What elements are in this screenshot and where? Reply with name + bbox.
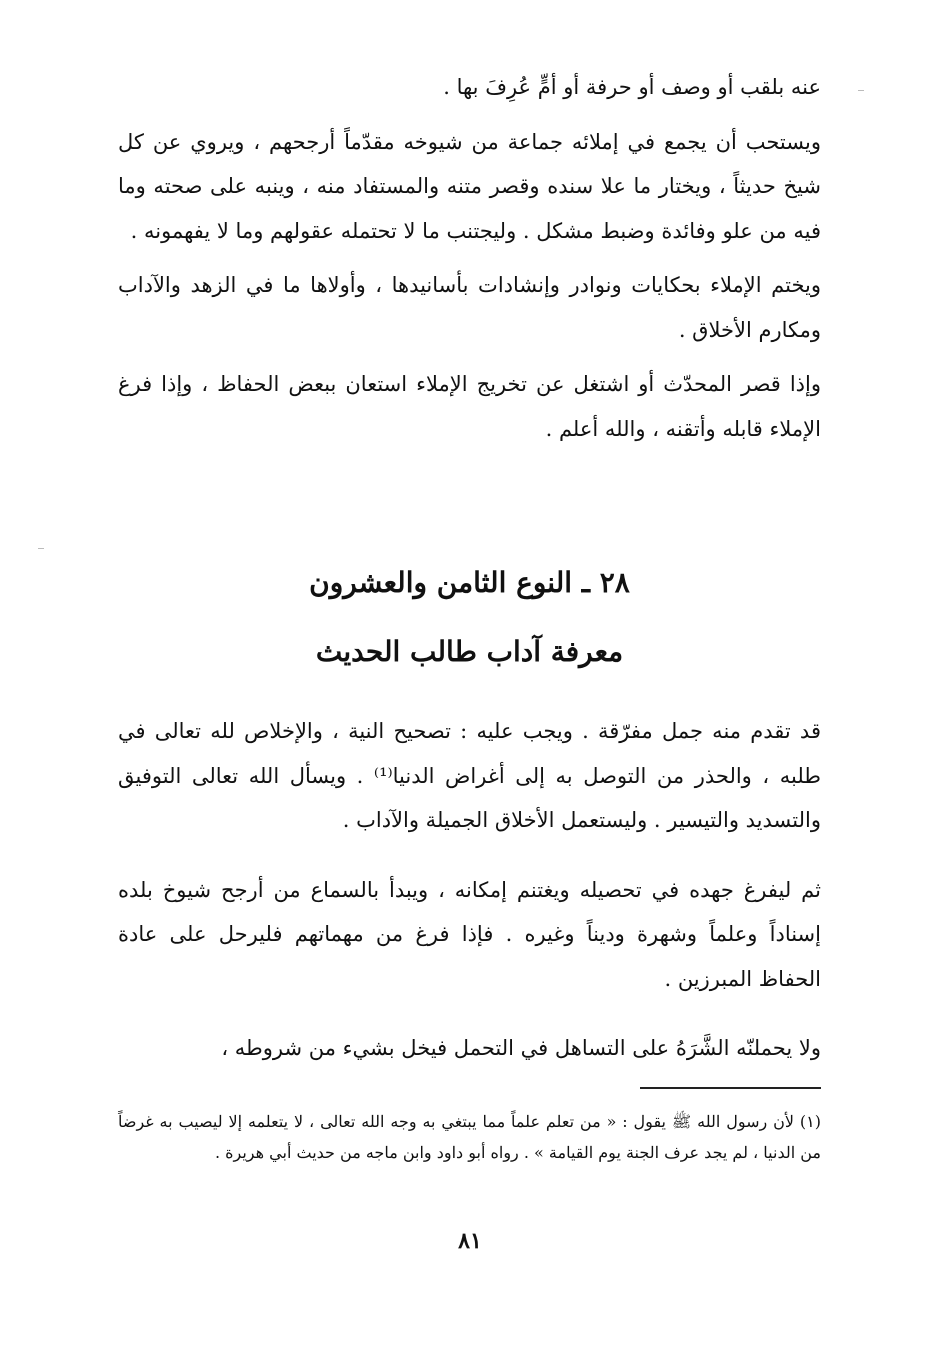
paragraph: ثم ليفرغ جهده في تحصيله ويغتنم إمكانه ، ويبدأ بالسماع من أرجح شيوخ بلده إسناداً وعلماً وشهرة وديناً وغيره . فإذا فرغ من مهماتهم فليرحل على عادة الحفاظ المبرزين .: [118, 877, 821, 991]
footnote: (١) لأن رسول الله ﷺ يقول : « من تعلم علماً مما يبتغي به وجه الله تعالى ، لا يتعلمه إلا ليصيب به غرضاً من الدنيا ، لم يجد عرف الجنة يوم القيامة » . رواه أبو داود وابن ماجه من حديث أبي هريرة .: [118, 1112, 821, 1162]
paragraph: ولا يحملنّه الشَّرَهُ على التساهل في التحمل فيخل بشيء من شروطه ،: [221, 1036, 821, 1060]
page-number: ٨١: [458, 1228, 482, 1254]
paragraph: عنه بلقب أو وصف أو حرفة أو أمٍّ عُرِفَ بها .: [443, 75, 821, 99]
paragraph: وإذا قصر المحدّث أو اشتغل عن تخريج الإملاء استعان ببعض الحفاظ ، وإذا فرغ الإملاء قابله وأتقنه ، والله أعلم .: [118, 372, 821, 441]
margin-mark: [858, 90, 864, 91]
body-text-bottom: [118, 709, 821, 1071]
footnote-divider: [640, 1087, 821, 1089]
section-subtitle: معرفة آداب طالب الحديث: [315, 635, 624, 668]
margin-mark: [38, 548, 44, 549]
paragraph: قد تقدم منه جمل مفرّقة . ويجب عليه : تصحيح النية ، والإخلاص لله تعالى في طلبه ، والحذر من التوصل به إلى أغراض الدنيا⁽¹⁾ . ويسأل الله تعالى التوفيق والتسديد والتيسير . وليستعمل الأخلاق الجميلة والآداب .: [118, 719, 821, 832]
body-text-top: [118, 65, 821, 451]
section-number-title: ٢٨ ـ النوع الثامن والعشرون: [309, 566, 630, 599]
paragraph: ويستحب أن يجمع في إملائه جماعة من شيوخه مقدّماً أرجحهم ، ويروي عن كل شيخ حديثاً ، ويختار ما علا سنده وقصر متنه والمستفاد منه ، وينبه على صحته وما فيه من علو وفائدة وضبط مشكل . وليجتنب ما لا تحتمله عقولهم وما لا يفهمونه .: [118, 129, 821, 243]
paragraph: ويختم الإملاء بحكايات ونوادر وإنشادات بأسانيدها ، وأولاها ما في الزهد والآداب ومكارم الأخلاق .: [118, 273, 821, 342]
